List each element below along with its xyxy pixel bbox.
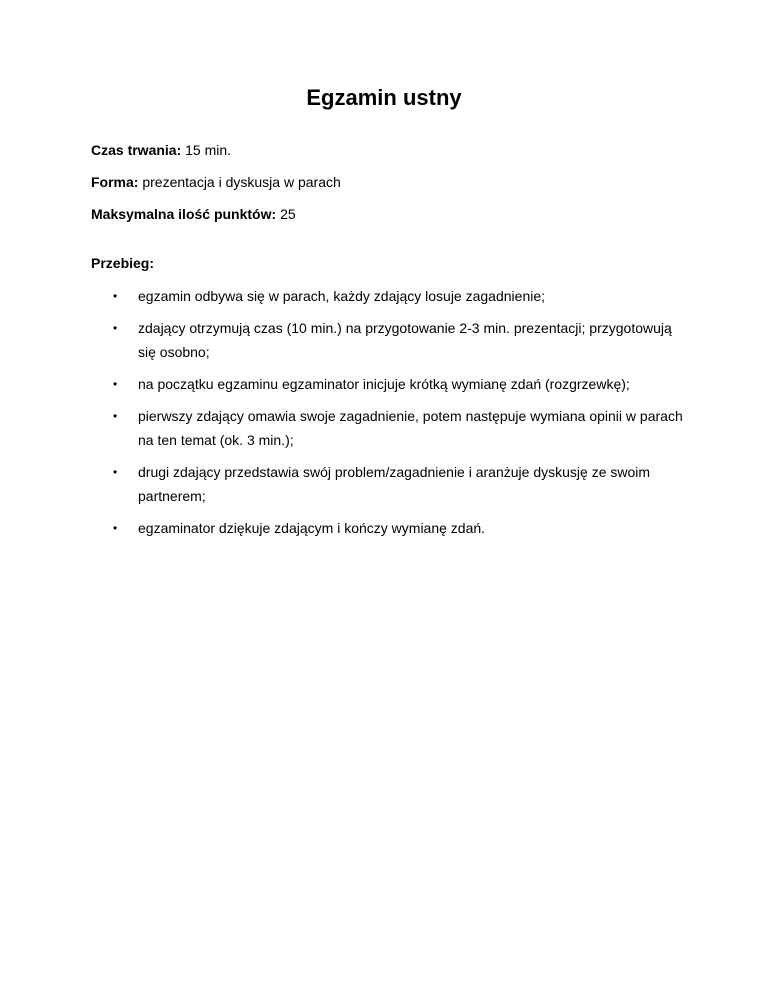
document-title: Egzamin ustny bbox=[306, 85, 462, 110]
list-item bbox=[91, 316, 691, 364]
bullet-icon: • bbox=[113, 377, 118, 391]
max-points-value: 25 bbox=[280, 206, 296, 222]
bullet-icon: • bbox=[113, 409, 118, 423]
list-item bbox=[91, 404, 691, 452]
procedure-heading: Przebieg: bbox=[91, 255, 155, 271]
form-line bbox=[91, 173, 341, 191]
form-value: prezentacja i dyskusja w parach bbox=[142, 174, 341, 190]
duration-value: 15 min. bbox=[185, 142, 232, 158]
duration-line bbox=[91, 141, 231, 159]
list-item-text: zdający otrzymują czas (10 min.) na przygotowanie 2-3 min. prezentacji; przygotowują się osobno; bbox=[138, 320, 672, 360]
list-item-text: pierwszy zdający omawia swoje zagadnienie, potem następuje wymiana opinii w parach na ten temat (ok. 3 min.); bbox=[138, 408, 683, 448]
bullet-icon: • bbox=[113, 321, 118, 335]
list-item-text: drugi zdający przedstawia swój problem/zagadnienie i aranżuje dyskusję ze swoim partnerem; bbox=[138, 464, 651, 504]
list-item bbox=[91, 516, 691, 540]
procedure-list bbox=[91, 284, 691, 548]
list-item-text: na początku egzaminu egzaminator inicjuje krótką wymianę zdań (rozgrzewkę); bbox=[138, 376, 630, 392]
max-points-line bbox=[91, 205, 296, 223]
list-item-text: egzaminator dziękuje zdającym i kończy wymianę zdań. bbox=[138, 520, 486, 536]
bullet-icon: • bbox=[113, 521, 118, 535]
form-label: Forma: bbox=[91, 174, 139, 190]
list-item-text: egzamin odbywa się w parach, każdy zdający losuje zagadnienie; bbox=[138, 288, 546, 304]
max-points-label: Maksymalna ilość punktów: bbox=[91, 206, 277, 222]
list-item bbox=[91, 372, 691, 396]
list-item bbox=[91, 284, 691, 308]
duration-label: Czas trwania: bbox=[91, 142, 182, 158]
bullet-icon: • bbox=[113, 289, 118, 303]
list-item bbox=[91, 460, 691, 508]
bullet-icon: • bbox=[113, 465, 118, 479]
